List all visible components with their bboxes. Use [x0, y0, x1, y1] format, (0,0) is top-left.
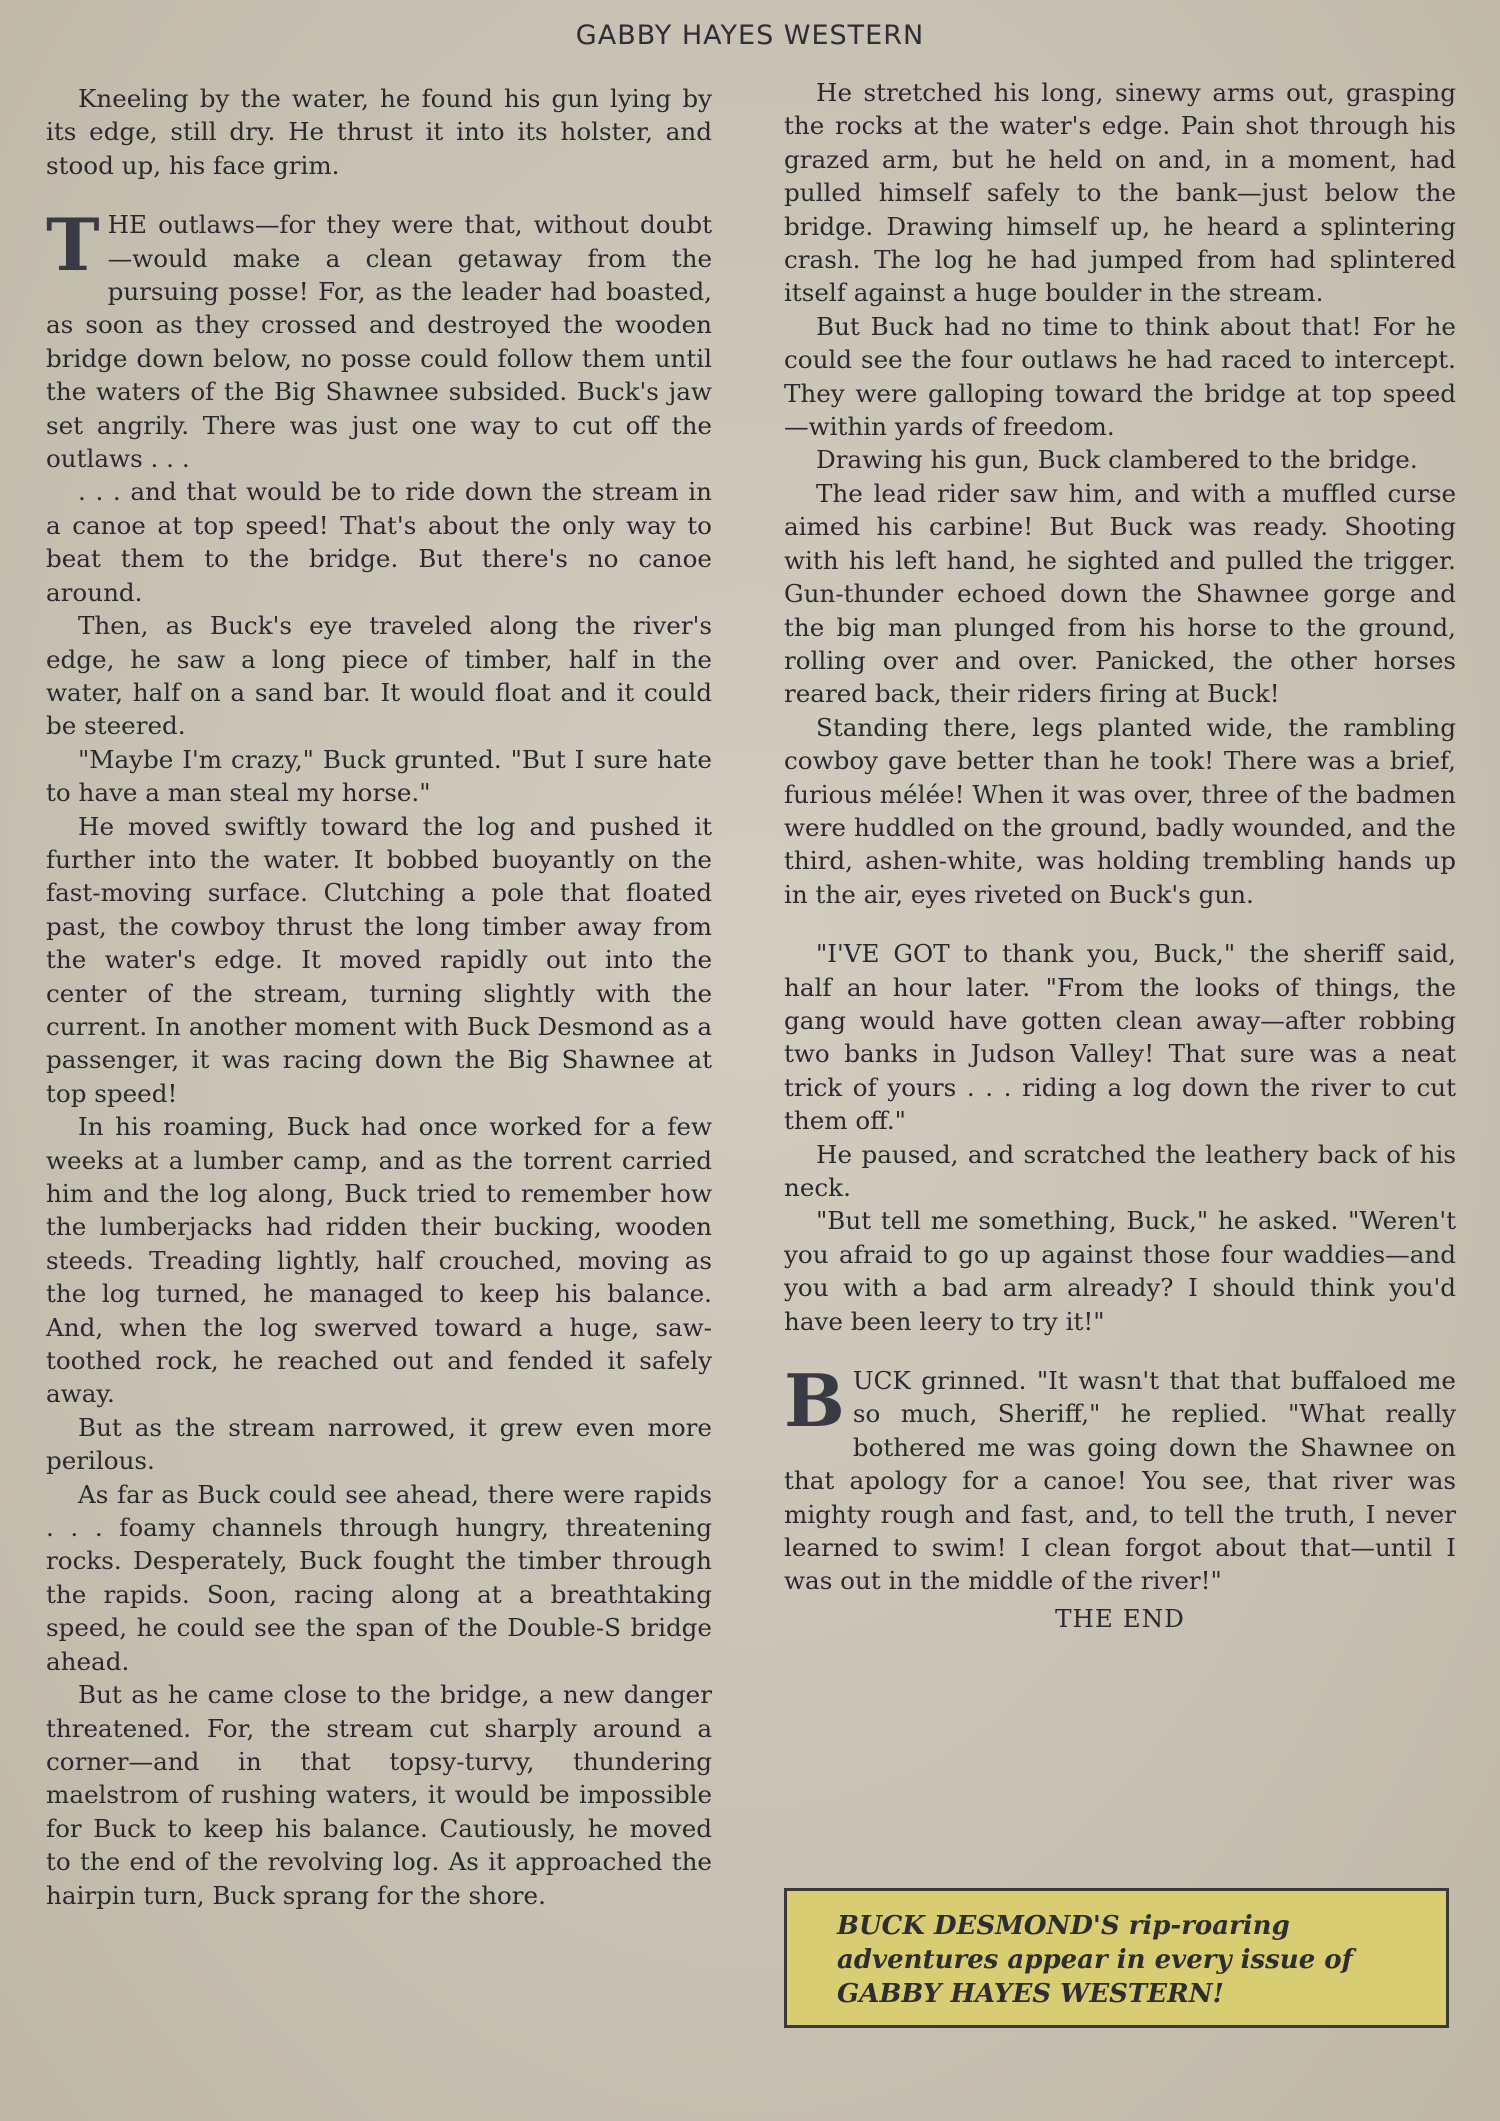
paragraph: As far as Buck could see ahead, there were rapids . . . foamy channels through hungry, threatening rocks. Desperately, Buck fought the timber through the rapids. Soon, racing along at a breathtaking speed, he could see the span of the Double-S bridge ahead. — [46, 1479, 712, 1676]
paragraph: Drawing his gun, Buck clambered to the bridge. — [816, 445, 1418, 475]
drop-cap: T — [46, 202, 100, 288]
paragraph: . . . and that would be to ride down the stream in a canoe at top speed! That's about the only way to beat them to the bridge. But there's no canoe around. — [46, 477, 712, 607]
paragraph: Standing there, legs planted wide, the rambling cowboy gave better than he took! There was a brief, furious mélée! When it was over, three of the badmen were huddled on the ground, badly wounded, and the third, ashen-white, was holding trembling hands up in the air, eyes riveted on Buck's gun. — [784, 712, 1456, 909]
paragraph: He stretched his long, sinewy arms out, grasping the rocks at the water's edge. Pain shot through his grazed arm, but he held on and, in a moment, had pulled himself safely to the bank—just below the bridge. Drawing himself up, he heard a splintering crash. The log he had jumped from had splintered itself against a huge boulder in the stream. — [784, 78, 1456, 308]
paragraph: The lead rider saw him, and with a muffled curse aimed his carbine! But Buck was ready. Shooting with his left hand, he sighted and pulled the trigger. Gun-thunder echoed down the Shawnee gorge and the big man plunged from his horse to the ground, rolling over and over. Panicked, the other horses reared back, their riders firing at Buck! — [784, 478, 1456, 709]
page-header: GABBY HAYES WESTERN — [575, 20, 925, 51]
paragraph: But Buck had no time to think about that! For he could see the four outlaws he had raced to intercept. They were galloping toward the bridge at top speed—within yards of freedom. — [784, 311, 1456, 442]
paragraph: But as the stream narrowed, it grew even more perilous. — [46, 1412, 712, 1476]
paragraph: In his roaming, Buck had once worked for a few weeks at a lumber camp, and as the torrent carried him and the log along, Buck tried to remember how the lumberjacks had ridden their bucking, wooden steeds. Treading lightly, half crouched, moving as the log turned, he managed to keep his balance. And, when the log swerved toward a huge, saw-toothed rock, he reached out and fended it safely away. — [46, 1112, 712, 1409]
paragraph-text: UCK grinned. "It wasn't that that buffaloed me so much, Sheriff," he replied. "What really bothered me was going down the Shawnee on that apology for a canoe! You see, that river was mighty rough and fast, and, to tell the truth, I never learned to swim! I clean forgot about that—until I was out in the middle of the river!" — [784, 1366, 1456, 1596]
drop-cap: B — [784, 1358, 845, 1444]
paragraph: "Maybe I'm crazy," Buck grunted. "But I sure hate to have a man steal my horse." — [46, 744, 712, 808]
promo-box — [784, 1888, 1449, 2028]
paragraph-text: HE outlaws—for they were that, without doubt—would make a clean getaway from the pursuing posse! For, as the leader had boasted, as soon as they crossed and destroyed the wooden bridge down below, no posse could follow them until the waters of the Big Shawnee subsided. Buck's jaw set angrily. There was just one way to cut off the outlaws . . . — [46, 210, 712, 474]
promo-text: BUCK DESMOND'S rip-roaring adventures appear in every issue of GABBY HAYES WESTERN! — [837, 1911, 1353, 2009]
paragraph: Kneeling by the water, he found his gun lying by its edge, still dry. He thrust it into its holster, and stood up, his face grim. — [46, 84, 712, 180]
paragraph-dropcap — [46, 202, 712, 475]
paragraph: He moved swiftly toward the log and pushed it further into the water. It bobbed buoyantly on the fast-moving surface. Clutching a pole that floated past, the cowboy thrust the long timber away from the water's edge. It moved rapidly out into the center of the stream, turning slightly with the current. In another moment with Buck Desmond as a passenger, it was racing down the Big Shawnee at top speed! — [46, 811, 712, 1108]
paragraph: But as he came close to the bridge, a new danger threatened. For, the stream cut sharply around a corner—and in that topsy-turvy, thundering maelstrom of rushing waters, it would be impossible for Buck to keep his balance. Cautiously, he moved to the end of the revolving log. As it approached the hairpin turn, Buck sprang for the shore. — [46, 1680, 712, 1910]
paragraph: Then, as Buck's eye traveled along the river's edge, he saw a long piece of timber, half in the water, half on a sand bar. It would float and it could be steered. — [46, 611, 712, 741]
paragraph: "But tell me something, Buck," he asked. "Weren't you afraid to go up against those four waddies—and you with a bad arm already? I should think you'd have been leery to try it!" — [784, 1206, 1456, 1336]
the-end-label: THE END — [1055, 1603, 1185, 1633]
left-column — [46, 82, 712, 1912]
right-column — [784, 76, 1456, 1635]
paragraph: "I'VE GOT to thank you, Buck," the sheriff said, half an hour later. "From the looks of things, the gang would have gotten clean away—after robbing two banks in Judson Valley! That sure was a neat trick of yours . . . riding a log down the river to cut them off." — [784, 939, 1456, 1136]
paragraph-dropcap — [784, 1358, 1456, 1598]
paragraph: He paused, and scratched the leathery back of his neck. — [784, 1139, 1456, 1202]
